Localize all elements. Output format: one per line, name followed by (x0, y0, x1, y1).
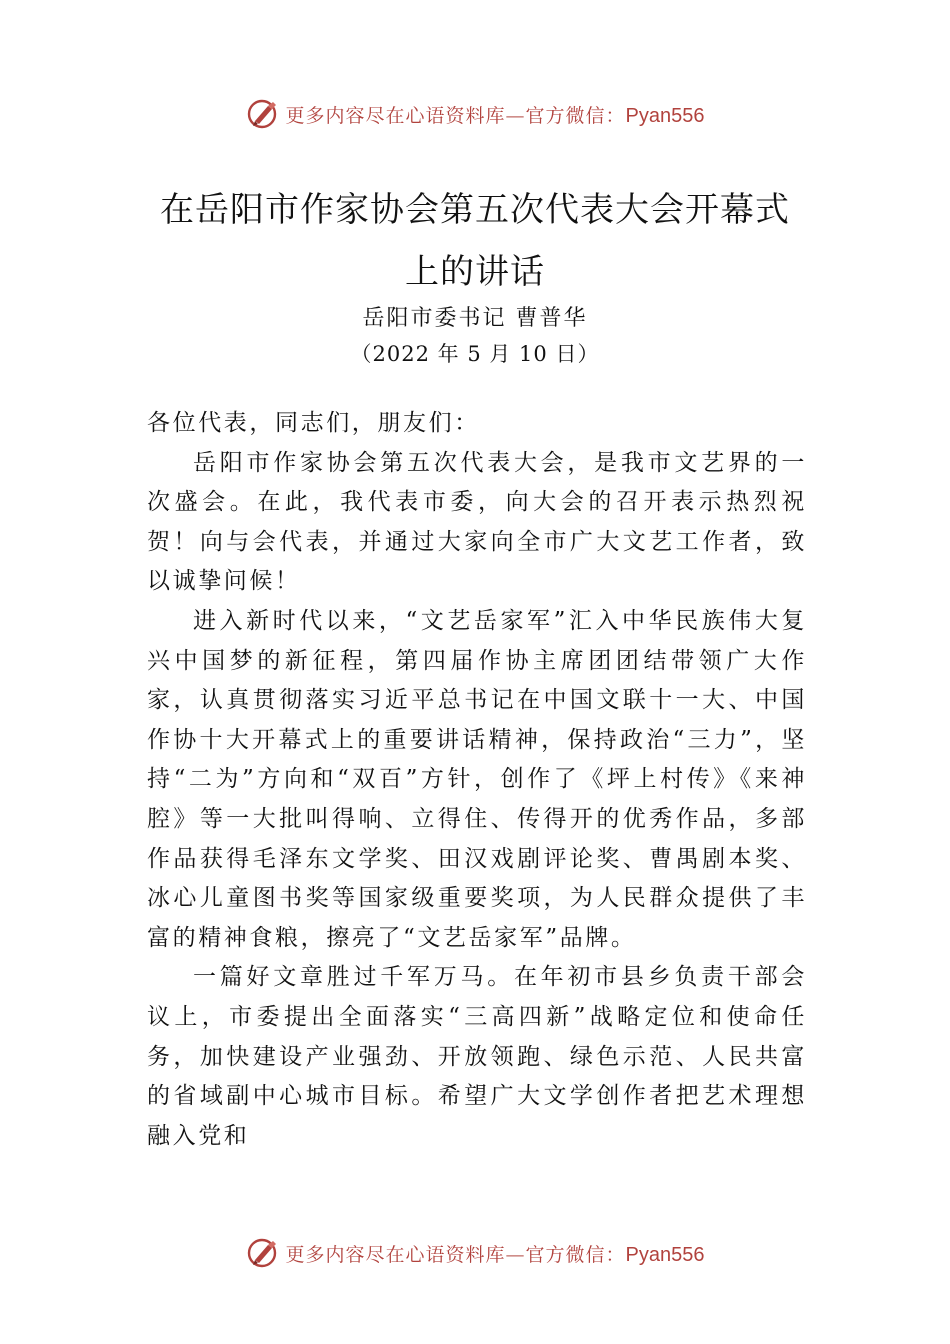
watermark-text (286, 101, 705, 128)
watermark-main-text: 更多内容尽在心语资料库 (285, 104, 506, 127)
paragraph-3: 一篇好文章胜过千军万马。在年初市县乡负责干部会议上，市委提出全面落实“三高四新”战略定位和使命任务，加快建设产业强劲、开放领跑、绿色示范、人民共富的省域副中心城市目标。希望广大文学创作者把艺术理想融入党和 (147, 964, 807, 1149)
watermark-wechat-id: Pyan556 (625, 104, 705, 127)
watermark-wechat-id: Pyan556 (625, 1243, 705, 1266)
watermark-main-text: 更多内容尽在心语资料库 (285, 1243, 506, 1266)
paragraph-2: 进入新时代以来，“文艺岳家军”汇入中华民族伟大复兴中国梦的新征程，第四届作协主席团团结带领广大作家，认真贯彻落实习近平总书记在中国文联十一大、中国作协十大开幕式上的重要讲话精神，保持政治“三力”，坚持“二为”方向和“双百”方针，创作了《坪上村传》《来神腔》等一大批叫得响、立得住、传得开的优秀作品，多部作品获得毛泽东文学奖、田汉戏剧评论奖、曹禺剧本奖、冰心儿童图书奖等国家级重要奖项，为人民群众提供了丰富的精神食粮，擦亮了“文艺岳家军”品牌。 (147, 607, 807, 951)
watermark-banner-bottom (0, 1233, 950, 1273)
paragraph-1: 岳阳市作家协会第五次代表大会，是我市文艺界的一次盛会。在此，我代表市委，向大会的召开表示热烈祝贺！向与会代表，并通过大家向全市广大文艺工作者，致以诚挚问候！ (147, 449, 807, 595)
pen-logo-icon (246, 97, 280, 131)
document-body (147, 404, 807, 1156)
pen-logo-icon (246, 1236, 280, 1270)
watermark-banner-top (0, 94, 950, 134)
watermark-wechat-label: 官方微信： (525, 1243, 626, 1266)
document-title-line1: 在岳阳市作家协会第五次代表大会开幕式 (160, 190, 790, 230)
document-date: （2022 年 5 月 10 日） (350, 342, 600, 366)
watermark-wechat-label: 官方微信： (525, 104, 626, 127)
watermark-text (286, 1240, 705, 1267)
document-title-line2: 上的讲话 (405, 252, 545, 292)
document-author: 岳阳市委书记 曹普华 (362, 306, 588, 331)
salutation: 各位代表，同志们，朋友们： (147, 410, 480, 436)
watermark-separator: — (505, 1243, 526, 1266)
watermark-separator: — (505, 104, 526, 127)
